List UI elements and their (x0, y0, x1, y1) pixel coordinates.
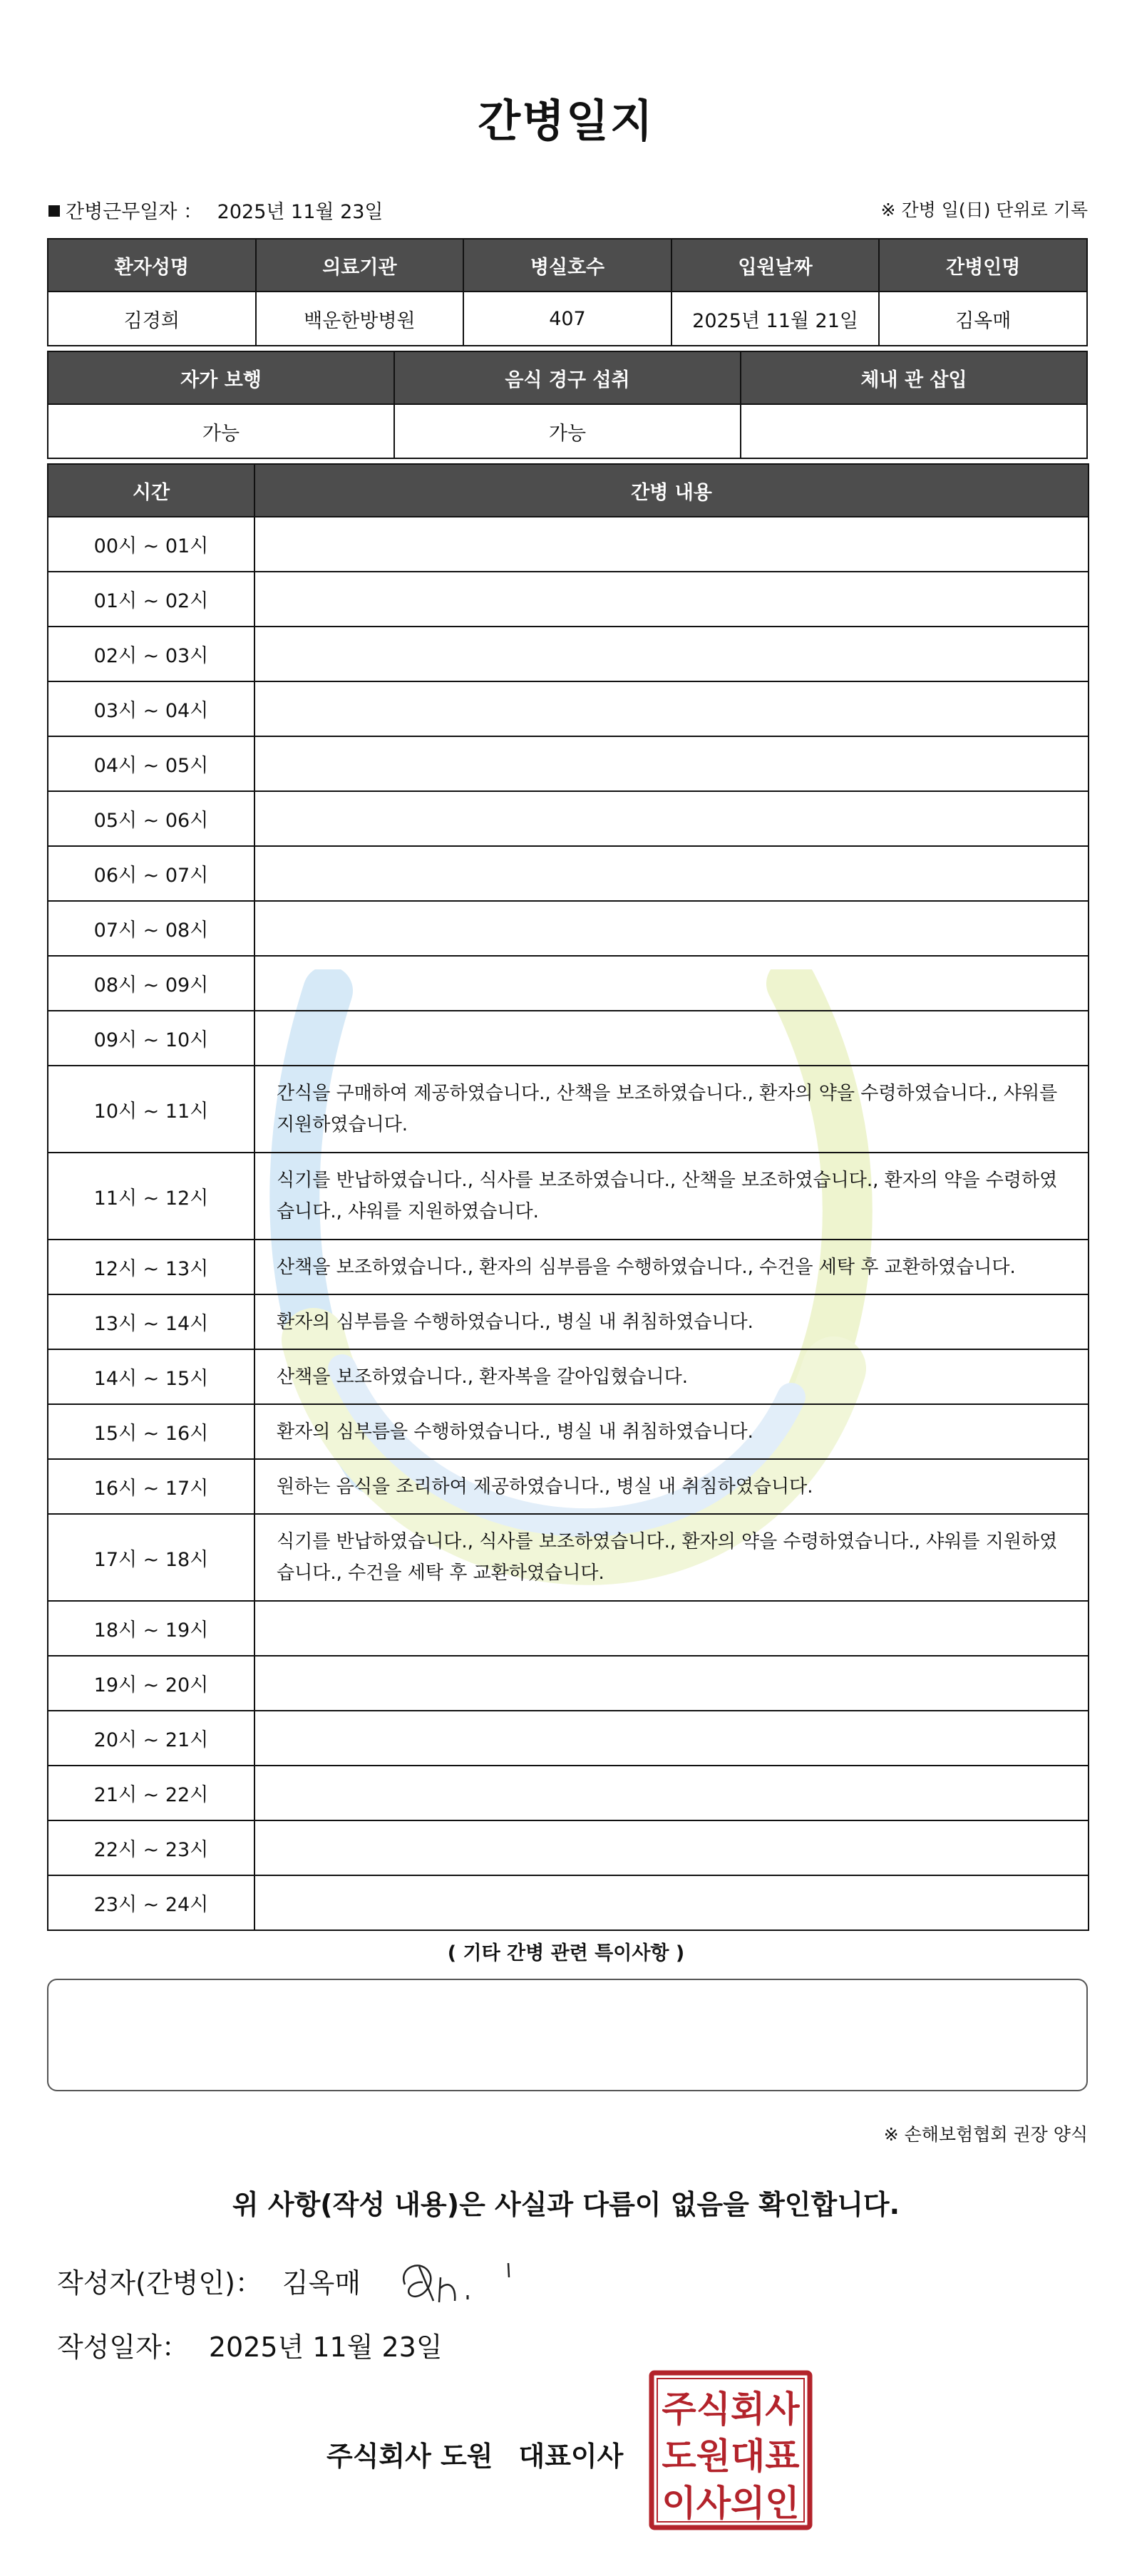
time-cell: 06시 ~ 07시 (48, 846, 254, 901)
time-cell: 22시 ~ 23시 (48, 1820, 254, 1875)
content-cell: 환자의 심부름을 수행하였습니다., 병실 내 취침하였습니다. (254, 1294, 1089, 1349)
content-cell (254, 846, 1089, 901)
header-tube-insertion: 체내 관 삽입 (741, 351, 1087, 404)
table-row (48, 517, 1089, 572)
table-row (48, 1404, 1089, 1459)
header-care-content: 간병 내용 (254, 464, 1089, 517)
table-row (48, 1459, 1089, 1514)
self-walking-value: 가능 (48, 404, 394, 458)
time-cell: 01시 ~ 02시 (48, 572, 254, 627)
content-cell (254, 1820, 1089, 1875)
confirm-statement: 위 사항(작성 내용)은 사실과 다름이 없음을 확인합니다. (232, 2189, 900, 2220)
time-cell: 03시 ~ 04시 (48, 681, 254, 736)
table-row (48, 956, 1089, 1011)
time-cell: 20시 ~ 21시 (48, 1711, 254, 1766)
patient-name: 김경희 (48, 292, 256, 346)
write-date-label: 작성일자： (57, 2332, 189, 2363)
room-number: 407 (463, 292, 672, 346)
table-row (48, 791, 1089, 846)
header-time: 시간 (48, 464, 254, 517)
handwritten-signature (391, 2245, 519, 2317)
time-cell: 13시 ~ 14시 (48, 1294, 254, 1349)
time-cell: 09시 ~ 10시 (48, 1011, 254, 1066)
content-cell (254, 1011, 1089, 1066)
writer-label: 작성자(간병인)： (57, 2267, 262, 2299)
time-cell: 11시 ~ 12시 (48, 1153, 254, 1240)
time-cell: 04시 ~ 05시 (48, 736, 254, 791)
content-cell (254, 572, 1089, 627)
seal-line-3: 이사의인 (662, 2482, 800, 2524)
time-cell: 07시 ~ 08시 (48, 901, 254, 956)
content-cell (254, 736, 1089, 791)
time-cell: 16시 ~ 17시 (48, 1459, 254, 1514)
time-cell: 05시 ~ 06시 (48, 791, 254, 846)
content-cell (254, 956, 1089, 1011)
table-row (48, 736, 1089, 791)
tube-insertion-value (741, 404, 1087, 458)
content-cell: 식기를 반납하였습니다., 식사를 보조하였습니다., 환자의 약을 수령하였습니다., 샤워를 지원하였습니다., 수건을 세탁 후 교환하였습니다. (254, 1514, 1089, 1601)
work-date-line (48, 196, 384, 224)
time-cell: 18시 ~ 19시 (48, 1601, 254, 1656)
table-row (48, 1294, 1089, 1349)
content-cell (254, 627, 1089, 681)
write-date-line (57, 2325, 443, 2364)
patient-info-table (47, 238, 1088, 346)
header-self-walking: 자가 보행 (48, 351, 394, 404)
time-cell: 02시 ~ 03시 (48, 627, 254, 681)
seal-line-1: 주식회사 (662, 2388, 800, 2430)
black-square-icon (48, 205, 60, 217)
table-row (48, 1820, 1089, 1875)
time-cell: 14시 ~ 15시 (48, 1349, 254, 1404)
content-cell (254, 517, 1089, 572)
representative-title: 대표이사 (518, 2441, 624, 2472)
unit-note: ※ 간병 일(日) 단위로 기록 (880, 200, 1088, 220)
table-row (48, 1514, 1089, 1601)
content-cell: 식기를 반납하였습니다., 식사를 보조하였습니다., 산책을 보조하였습니다., 환자의 약을 수령하였습니다., 샤워를 지원하였습니다. (254, 1153, 1089, 1240)
header-oral-intake: 음식 경구 섭취 (394, 351, 741, 404)
time-cell: 10시 ~ 11시 (48, 1066, 254, 1153)
table-row (48, 627, 1089, 681)
time-cell: 23시 ~ 24시 (48, 1875, 254, 1930)
table-row (48, 1766, 1089, 1820)
content-cell: 산책을 보조하였습니다., 환자복을 갈아입혔습니다. (254, 1349, 1089, 1404)
time-cell: 21시 ~ 22시 (48, 1766, 254, 1820)
content-cell (254, 1766, 1089, 1820)
content-cell: 산책을 보조하였습니다., 환자의 심부름을 수행하였습니다., 수건을 세탁 후 교환하였습니다. (254, 1240, 1089, 1294)
header-hospital: 의료기관 (256, 239, 464, 292)
page-title: 간병일지 (478, 95, 654, 147)
company-line (326, 2434, 623, 2473)
header-room: 병실호수 (463, 239, 672, 292)
content-cell (254, 1711, 1089, 1766)
content-cell: 환자의 심부름을 수행하였습니다., 병실 내 취침하였습니다. (254, 1404, 1089, 1459)
content-cell: 원하는 음식을 조리하여 제공하였습니다., 병실 내 취침하였습니다. (254, 1459, 1089, 1514)
company-seal-stamp (649, 2370, 813, 2530)
table-row (48, 681, 1089, 736)
patient-status-table (47, 351, 1088, 459)
table-row (48, 572, 1089, 627)
write-date-value: 2025년 11월 23일 (208, 2332, 443, 2363)
table-row (48, 1240, 1089, 1294)
header-patient-name: 환자성명 (48, 239, 256, 292)
content-cell (254, 1875, 1089, 1930)
notes-heading: ( 기타 간병 관련 특이사항 ) (447, 1942, 685, 1964)
content-cell (254, 1656, 1089, 1711)
content-cell (254, 1601, 1089, 1656)
time-cell: 08시 ~ 09시 (48, 956, 254, 1011)
recommend-note: ※ 손해보험협회 권장 양식 (883, 2124, 1088, 2145)
time-cell: 15시 ~ 16시 (48, 1404, 254, 1459)
content-cell (254, 901, 1089, 956)
header-caregiver-name: 간병인명 (879, 239, 1087, 292)
admission-date: 2025년 11월 21일 (672, 292, 880, 346)
oral-intake-value: 가능 (394, 404, 741, 458)
notes-box (47, 1979, 1088, 2091)
table-row (48, 1656, 1089, 1711)
writer-name: 김옥매 (282, 2267, 361, 2299)
content-cell: 간식을 구매하여 제공하였습니다., 산책을 보조하였습니다., 환자의 약을 수령하였습니다., 샤워를 지원하였습니다. (254, 1066, 1089, 1153)
table-row (48, 1066, 1089, 1153)
care-log-table (47, 463, 1089, 1931)
hospital-name: 백운한방병원 (256, 292, 464, 346)
content-cell (254, 791, 1089, 846)
writer-line (57, 2261, 361, 2300)
work-date-value: 2025년 11월 23일 (217, 201, 384, 223)
table-row (48, 1875, 1089, 1930)
table-row (48, 1601, 1089, 1656)
company-name: 주식회사 도원 (326, 2441, 493, 2472)
work-date-label: 간병근무일자 ： (66, 201, 203, 223)
time-cell: 19시 ~ 20시 (48, 1656, 254, 1711)
table-row (48, 1011, 1089, 1066)
table-row (48, 1349, 1089, 1404)
table-row (48, 1711, 1089, 1766)
table-row (48, 846, 1089, 901)
content-cell (254, 681, 1089, 736)
table-row (48, 1153, 1089, 1240)
caregiver-name: 김옥매 (879, 292, 1087, 346)
time-cell: 00시 ~ 01시 (48, 517, 254, 572)
header-admission-date: 입원날짜 (672, 239, 880, 292)
time-cell: 17시 ~ 18시 (48, 1514, 254, 1601)
time-cell: 12시 ~ 13시 (48, 1240, 254, 1294)
seal-line-2: 도원대표 (662, 2435, 800, 2477)
table-row (48, 901, 1089, 956)
